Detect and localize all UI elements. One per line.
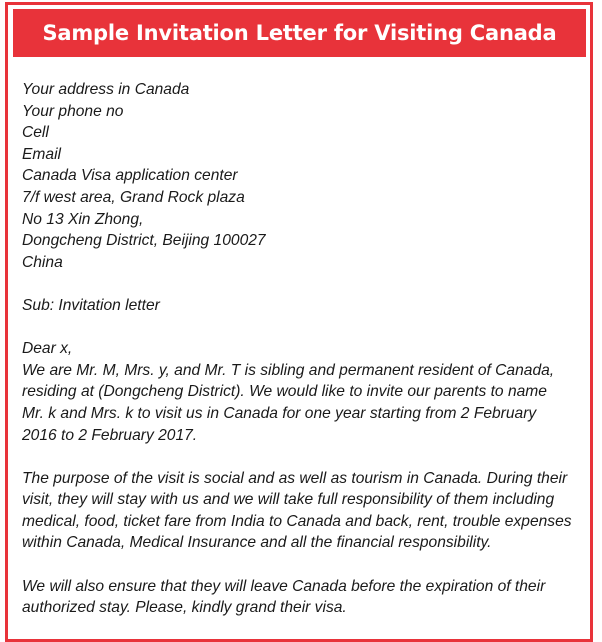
paragraph-purpose <box>22 468 582 554</box>
paragraph-line: We are Mr. M, Mrs. y, and Mr. T is sibling and permanent resident of Canada, <box>22 361 555 379</box>
address-line: No 13 Xin Zhong, <box>22 210 144 228</box>
address-line: Dongcheng District, Beijing 100027 <box>22 232 266 250</box>
letter-body <box>22 79 582 619</box>
address-line: Cell <box>22 124 49 142</box>
paragraph-line: medical, food, ticket fare from India to Canada and back, rent, trouble expenses <box>22 512 572 530</box>
subject-line: Sub: Invitation letter <box>22 296 160 314</box>
spacer <box>22 317 582 339</box>
paragraph-line: 2016 to 2 February 2017. <box>22 426 198 444</box>
address-line: 7/f west area, Grand Rock plaza <box>22 188 245 206</box>
paragraph-line: Mr. k and Mrs. k to visit us in Canada for one year starting from 2 February <box>22 404 537 422</box>
address-line: Email <box>22 145 61 163</box>
paragraph-line: We will also ensure that they will leave Canada before the expiration of their <box>22 577 546 595</box>
address-line: Your phone no <box>22 102 124 120</box>
spacer <box>22 446 582 468</box>
paragraph-invitation <box>22 360 582 446</box>
address-line: Your address in Canada <box>22 81 190 98</box>
title-banner <box>13 9 586 57</box>
paragraph-line: The purpose of the visit is social and as well as tourism in Canada. During their <box>22 469 568 487</box>
address-line: Canada Visa application center <box>22 167 238 185</box>
spacer <box>22 554 582 576</box>
page-title: Sample Invitation Letter for Visiting Canada <box>42 21 557 45</box>
sender-address-block <box>22 79 582 273</box>
paragraph-line: within Canada, Medical Insurance and all the financial responsibility. <box>22 534 492 552</box>
paragraph-line: authorized stay. Please, kindly grand their visa. <box>22 599 347 617</box>
spacer <box>22 273 582 295</box>
paragraph-assurance <box>22 576 582 619</box>
paragraph-line: residing at (Dongcheng District). We would like to invite our parents to name <box>22 383 547 401</box>
salutation: Dear x, <box>22 340 73 358</box>
paragraph-line: visit, they will stay with us and we will take full responsibility of them including <box>22 491 555 509</box>
address-line: China <box>22 253 63 271</box>
